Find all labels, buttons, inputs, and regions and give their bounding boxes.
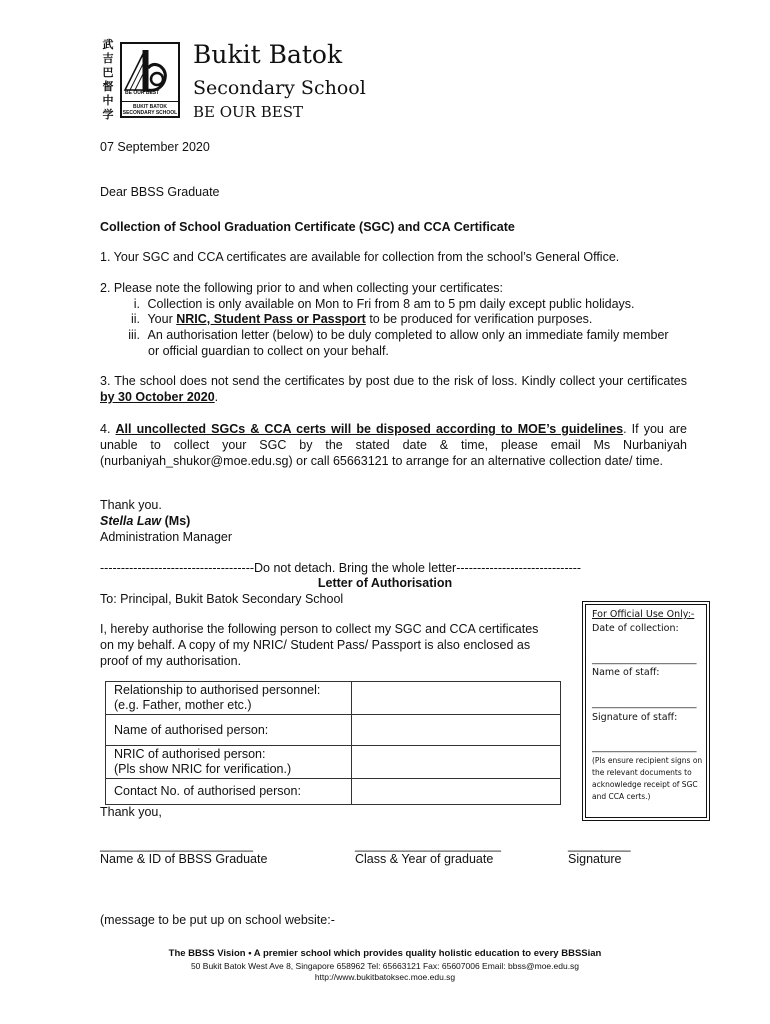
staff-signature-line[interactable]: ______________________ xyxy=(592,742,697,753)
authorisation-title: Letter of Authorisation xyxy=(317,576,453,590)
official-use-title: For Official Use Only:- xyxy=(592,609,695,620)
staff-name-line[interactable]: ______________________ xyxy=(592,698,697,709)
signature-line[interactable]: _________ xyxy=(568,838,631,852)
footer-url[interactable]: http://www.bukitbatoksec.moe.edu.sg xyxy=(314,972,456,982)
paragraph-4: 4. All uncollected SGCs & CCA certs will be disposed according to MOE’s guidelines. If you are unable to collect your SGC by the stated date & time, please email Ms Nurbaniyah (nurbaniyah_shukor@moe.edu.sg) or call 65663121 to arrange for an alternative collection date/ time. xyxy=(100,422,688,468)
school-name: Bukit Batok xyxy=(193,40,343,69)
collection-date-label: Date of collection: xyxy=(592,623,679,634)
school-logo xyxy=(120,42,180,118)
table-row xyxy=(106,682,561,715)
paragraph-3: 3. The school does not send the certificates by post due to the risk of loss. Kindly collect your certificates by 30 October 2020. xyxy=(100,374,687,404)
table-row xyxy=(106,746,561,779)
authorised-nric-field[interactable] xyxy=(352,746,561,779)
logo-school-text: BUKIT BATOK SECONDARY SCHOOL xyxy=(122,104,178,116)
letter-subject: Collection of School Graduation Certificate (SGC) and CCA Certificate xyxy=(100,220,515,234)
graduate-name-id-label: Name & ID of BBSS Graduate xyxy=(100,852,268,866)
salutation: Dear BBSS Graduate xyxy=(100,185,220,199)
list-item: ii. Your NRIC, Student Pass or Passport to be produced for verification purposes. xyxy=(130,312,593,326)
list-item: iii. An authorisation letter (below) to be duly completed to allow only an immediate family member xyxy=(128,328,669,342)
staff-name-label: Name of staff: xyxy=(592,667,660,678)
paragraph-1: 1. Your SGC and CCA certificates are available for collection from the school’s General Office. xyxy=(100,250,620,264)
collection-date-line[interactable]: ______________________ xyxy=(592,654,697,665)
contact-number-field[interactable] xyxy=(352,779,561,805)
paragraph-2-intro: 2. Please note the following prior to and when collecting your certificates: xyxy=(100,281,504,295)
relationship-field[interactable] xyxy=(352,682,561,715)
signature-line[interactable]: ______________________ xyxy=(100,838,253,852)
signer-name: Stella Law (Ms) xyxy=(100,514,191,528)
signer-role: Administration Manager xyxy=(100,530,233,544)
school-subtitle: Secondary School xyxy=(193,77,366,99)
footer-address: 50 Bukit Batok West Ave 8, Singapore 658962 Tel: 65663121 Fax: 65607006 Email: bbss@moe.edu.sg xyxy=(190,961,580,971)
table-label: NRIC of authorised person: (Pls show NRIC for verification.) xyxy=(106,746,352,779)
authorisation-to: To: Principal, Bukit Batok Secondary School xyxy=(100,592,344,606)
authorisation-thanks: Thank you, xyxy=(100,805,162,819)
detach-line: -------------------------------------Do not detach. Bring the whole letter------------------------------ xyxy=(100,561,582,575)
class-year-label: Class & Year of graduate xyxy=(355,852,494,866)
authorisation-table xyxy=(105,681,561,805)
website-note: (message to be put up on school website:- xyxy=(100,913,335,927)
table-row xyxy=(106,779,561,805)
authorisation-body: I, hereby authorise the following person to collect my SGC and CCA certificates xyxy=(100,622,539,636)
authorisation-body: on my behalf. A copy of my NRIC/ Student Pass/ Passport is also enclosed as xyxy=(100,638,531,652)
authorisation-body: proof of my authorisation. xyxy=(100,654,242,668)
authorised-name-field[interactable] xyxy=(352,715,561,746)
letter-date: 07 September 2020 xyxy=(100,140,210,154)
staff-signature-label: Signature of staff: xyxy=(592,712,678,723)
footer-vision: The BBSS Vision • A premier school which provides quality holistic education to every BBSSian xyxy=(168,948,602,959)
signature-line[interactable]: _____________________ xyxy=(355,838,501,852)
chinese-name: 武 吉 巴 督 中 学 xyxy=(102,38,114,121)
table-label: Relationship to authorised personnel: (e.g. Father, mother etc.) xyxy=(106,682,352,715)
table-label: Contact No. of authorised person: xyxy=(106,779,352,805)
table-row xyxy=(106,715,561,746)
signature-label: Signature xyxy=(568,852,622,866)
official-use-note: (Pls ensure recipient signs on the relevant documents to acknowledge receipt of SGC and CCA certs.) xyxy=(592,756,703,801)
logo-tagline: BE OUR BEST xyxy=(125,90,160,96)
school-motto: BE OUR BEST xyxy=(193,103,303,121)
logo-divider xyxy=(122,101,178,102)
table-label: Name of authorised person: xyxy=(106,715,352,746)
list-item: i. Collection is only available on Mon to Fri from 8 am to 5 pm daily except public holidays. xyxy=(133,297,635,311)
closing-thanks: Thank you. xyxy=(100,498,162,512)
list-item-continued: or official guardian to collect on your behalf. xyxy=(148,344,389,358)
